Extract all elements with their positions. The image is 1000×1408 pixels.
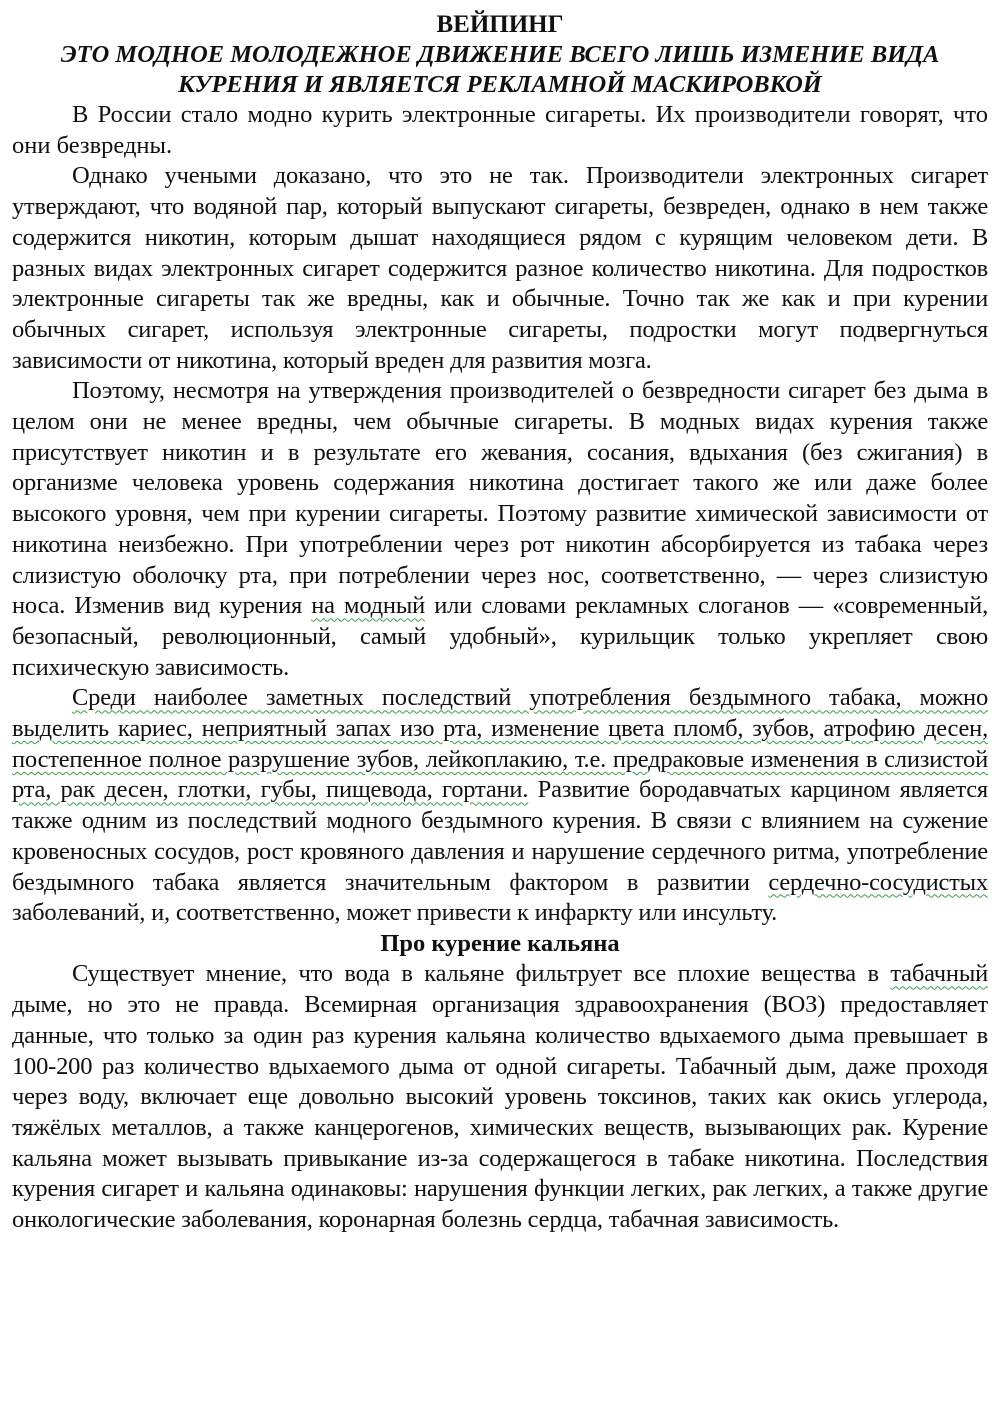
- paragraph-1: В России стало модно курить электронные сигареты. Их производители говорят, что они безвредны.: [12, 101, 988, 159]
- paragraph-4-text-b: Развитие бородавчатых карцином является также одним из последствий модного бездымного курения. В связи с влиянием на сужение кровеносных сосудов, рост кровяного давления и нарушение сердечного ритма, употребление бездымного табака является значительным фактором в развитии: [12, 776, 989, 896]
- document-title: ВЕЙПИНГ: [436, 11, 564, 38]
- paragraph-3-text-c: или словами рекламных слоганов — «современный, безопасный, революционный, самый удобный», курильщик только укрепляет свою психическую зависимость.: [12, 592, 988, 681]
- paragraph-5-text-c: дыме, но это не правда. Всемирная организация здравоохранения (ВОЗ) предоставляет данные, что только за один раз курения кальяна количество вдыхаемого дыма превышает в 100-200 раз количество вдыхаемого дыма от одной сигареты. Табачный дым, даже проходя через воду, включает еще довольно высокий уровень токсинов, таких как окись углерода, тяжёлых металлов, а также канцерогенов, химических веществ, вызывающих рак. Курение кальяна может вызывать привыкание из-за содержащегося в табаке никотина. Последствия курения сигарет и кальяна одинаковы: нарушения функции легких, рак легких, а также другие онкологические заболевания, коронарная болезнь сердца, табачная зависимость.: [12, 991, 988, 1234]
- paragraph-4-text-d: заболеваний, и, соответственно, может привести к инфаркту или инсульту.: [12, 899, 778, 927]
- paragraph-5-spellcheck-mark: табачный: [890, 960, 988, 988]
- paragraph-5: [12, 959, 988, 1235]
- paragraph-5-text-a: Существует мнение, что вода в кальяне фильтрует все плохие вещества в: [72, 960, 891, 988]
- document-subtitle: ЭТО МОДНОЕ МОЛОДЕЖНОЕ ДВИЖЕНИЕ ВСЕГО ЛИШЬ ИЗМЕНИЕ ВИДА КУРЕНИЯ И ЯВЛЯЕТСЯ РЕКЛАМНОЙ МАСКИРОВКОЙ: [60, 41, 940, 98]
- paragraph-3: [12, 376, 988, 683]
- paragraph-4: [12, 683, 988, 929]
- paragraph-3-text-a: Поэтому, несмотря на утверждения производителей о безвредности сигарет без дыма в целом они не менее вредны, чем обычные сигареты. В модных видах курения также присутствует никотин и в результате его жевания, сосания, вдыхания (без сжигания) в организме человека уровень содержания никотина достигает такого же или даже более высокого уровня, чем при курении сигареты. Поэтому развитие химической зависимости от никотина неизбежно. При употреблении через рот никотин абсорбируется из табака через слизистую оболочку рта, при потреблении через нос, соответственно, — через слизистую носа. Изменив вид курения: [12, 377, 988, 620]
- section-heading: Про курение кальяна: [380, 929, 620, 957]
- paragraph-3-spellcheck-mark: на модный: [311, 592, 426, 620]
- paragraph-4-spellcheck-mark: Среди наиболее заметных последствий употребления бездымного табака, можно выделить кариес, неприятный запах изо рта, изменение цвета пломб, зубов, атрофию десен, постепенное полное разрушение зубов, лейкоплакию, т.е. предраковые изменения в слизистой рта, рак десен, глотки, губы, пищевода, гортани.: [12, 684, 988, 804]
- paragraph-4-spellcheck-mark-2: сердечно-сосудистых: [768, 868, 988, 896]
- paragraph-2: Однако учеными доказано, что это не так. Производители электронных сигарет утверждают, что водяной пар, который выпускают сигареты, безвреден, однако в нем также содержится никотин, которым дышат находящиеся рядом с курящим человеком дети. В разных видах электронных сигарет содержится разное количество никотина. Для подростков электронные сигареты так же вредны, как и обычные. Точно так же как и при курении обычных сигарет, используя электронные сигареты, подростки могут подвергнуться зависимости от никотина, который вреден для развития мозга.: [12, 162, 988, 374]
